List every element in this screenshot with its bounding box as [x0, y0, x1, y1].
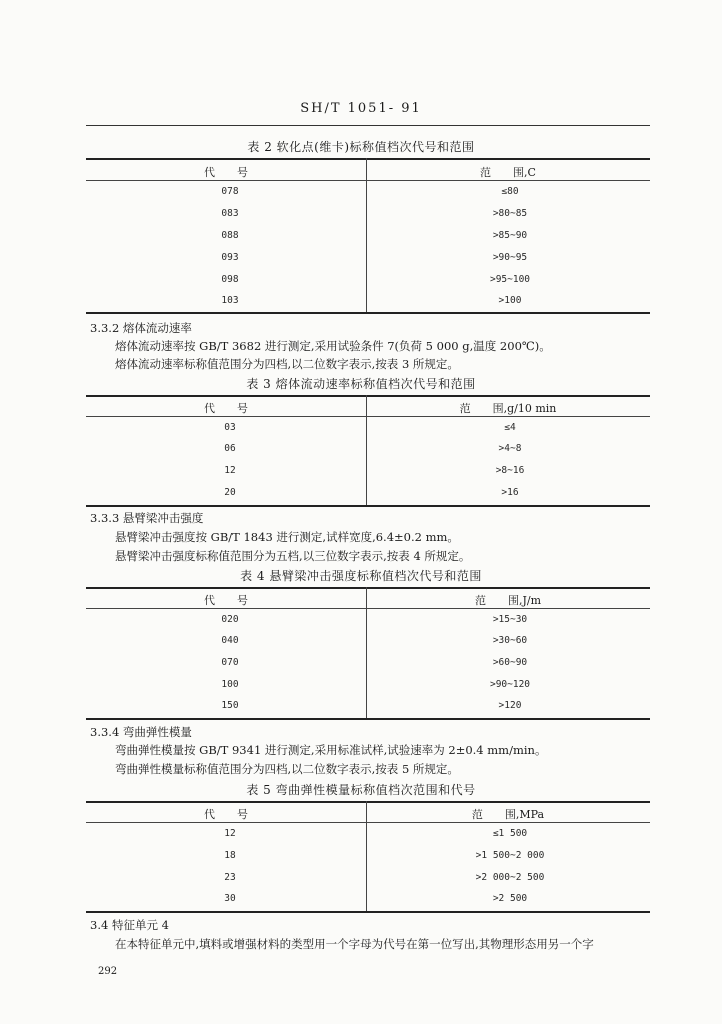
table5-caption: 表 5 弯曲弹性模量标称值档次范围和代号 — [246, 783, 476, 797]
table2-header-rule — [86, 180, 650, 181]
table4-column-divider — [366, 587, 367, 718]
table5-top-rule — [86, 801, 650, 803]
table4-range: >30~60 — [492, 635, 528, 646]
table2-code: 103 — [221, 295, 239, 306]
table5-range: ≤1 500 — [492, 828, 528, 839]
table2-column-divider — [366, 158, 367, 312]
table5-range: >2 500 — [492, 893, 528, 904]
table2-code: 088 — [221, 230, 239, 241]
section-3-3-4-paragraph: 弯曲弹性模量标称值范围分为四档,以二位数字表示,按表 5 所规定。 — [115, 762, 459, 776]
section-3-3-2-heading: 3.3.2 熔体流动速率 — [90, 321, 192, 335]
table4-code: 100 — [221, 679, 239, 690]
table2-header-code: 代 号 — [204, 166, 248, 179]
section-3-3-4-paragraph: 弯曲弹性模量按 GB/T 9341 进行测定,采用标准试样,试验速率为 2±0.4 mm/min。 — [115, 743, 547, 757]
table2-range: >85~90 — [492, 230, 528, 241]
section-3-3-3-paragraph: 悬臂梁冲击强度按 GB/T 1843 进行测定,试样宽度,6.4±0.2 mm。 — [115, 530, 459, 544]
document-code-header: SH/T 1051- 91 — [300, 101, 422, 116]
table4-range: >120 — [498, 700, 522, 711]
table2-range: >90~95 — [492, 252, 528, 263]
table3-bottom-rule — [86, 505, 650, 507]
table2-code: 078 — [221, 186, 239, 197]
table2-code: 098 — [221, 274, 239, 285]
table4-header-rule — [86, 608, 650, 609]
table4-header-code: 代 号 — [204, 594, 248, 607]
table4-code: 150 — [221, 700, 239, 711]
table4-caption: 表 4 悬臂梁冲击强度标称值档次代号和范围 — [240, 569, 482, 583]
section-3-3-3-paragraph: 悬臂梁冲击强度标称值范围分为五档,以三位数字表示,按表 4 所规定。 — [115, 549, 471, 563]
table5-range: >2 000~2 500 — [475, 872, 545, 883]
section-3-3-2-paragraph: 熔体流动速率按 GB/T 3682 进行测定,采用试验条件 7(负荷 5 000 g,温度 200℃)。 — [115, 339, 551, 353]
table3-range: >4~8 — [498, 443, 522, 454]
table5-code: 12 — [224, 828, 236, 839]
table4-range: >90~120 — [489, 679, 531, 690]
table3-code: 20 — [224, 487, 236, 498]
table5-header-code: 代 号 — [204, 808, 248, 821]
table2-range: >100 — [498, 295, 522, 306]
table3-code: 03 — [224, 422, 236, 433]
table3-code: 06 — [224, 443, 236, 454]
table4-code: 040 — [221, 635, 239, 646]
table4-range: >15~30 — [492, 614, 528, 625]
table2-bottom-rule — [86, 312, 650, 314]
table3-range: >16 — [501, 487, 519, 498]
table2-range: ≤80 — [501, 186, 519, 197]
table3-top-rule — [86, 395, 650, 397]
table4-code: 020 — [221, 614, 239, 625]
table5-code: 23 — [224, 872, 236, 883]
table5-column-divider — [366, 801, 367, 911]
table5-header-rule — [86, 822, 650, 823]
section-3-3-3-heading: 3.3.3 悬臂梁冲击强度 — [90, 511, 204, 525]
table4-top-rule — [86, 587, 650, 589]
page-number: 292 — [98, 966, 118, 977]
table3-column-divider — [366, 395, 367, 505]
table4-code: 070 — [221, 657, 239, 668]
table2-code: 093 — [221, 252, 239, 263]
table2-range: >95~100 — [489, 274, 531, 285]
table5-code: 18 — [224, 850, 236, 861]
table5-header-range: 范 围,MPa — [471, 808, 545, 821]
table2-caption: 表 2 软化点(维卡)标称值档次代号和范围 — [247, 140, 475, 154]
table5-bottom-rule — [86, 911, 650, 913]
table2-header-range: 范 围,C — [480, 166, 536, 179]
table3-header-code: 代 号 — [204, 402, 248, 415]
table5-range: >1 500~2 000 — [475, 850, 545, 861]
section-3-3-4-heading: 3.3.4 弯曲弹性模量 — [90, 725, 192, 739]
header-divider — [86, 125, 650, 126]
table3-header-rule — [86, 416, 650, 417]
section-3-4-paragraph: 在本特征单元中,填料或增强材料的类型用一个字母为代号在第一位写出,其物理形态用另一个字 — [115, 937, 594, 951]
section-3-3-2-paragraph: 熔体流动速率标称值范围分为四档,以二位数字表示,按表 3 所规定。 — [115, 357, 459, 371]
table5-code: 30 — [224, 893, 236, 904]
table2-top-rule — [86, 158, 650, 160]
table4-header-range: 范 围,J/m — [474, 594, 542, 607]
table4-bottom-rule — [86, 718, 650, 720]
table3-code: 12 — [224, 465, 236, 476]
table3-header-range: 范 围,g/10 min — [459, 402, 557, 415]
table4-range: >60~90 — [492, 657, 528, 668]
table3-caption: 表 3 熔体流动速率标称值档次代号和范围 — [246, 377, 476, 391]
table3-range: ≤4 — [504, 422, 516, 433]
table3-range: >8~16 — [495, 465, 525, 476]
section-3-4-heading: 3.4 特征单元 4 — [90, 918, 169, 932]
table2-range: >80~85 — [492, 208, 528, 219]
table2-code: 083 — [221, 208, 239, 219]
